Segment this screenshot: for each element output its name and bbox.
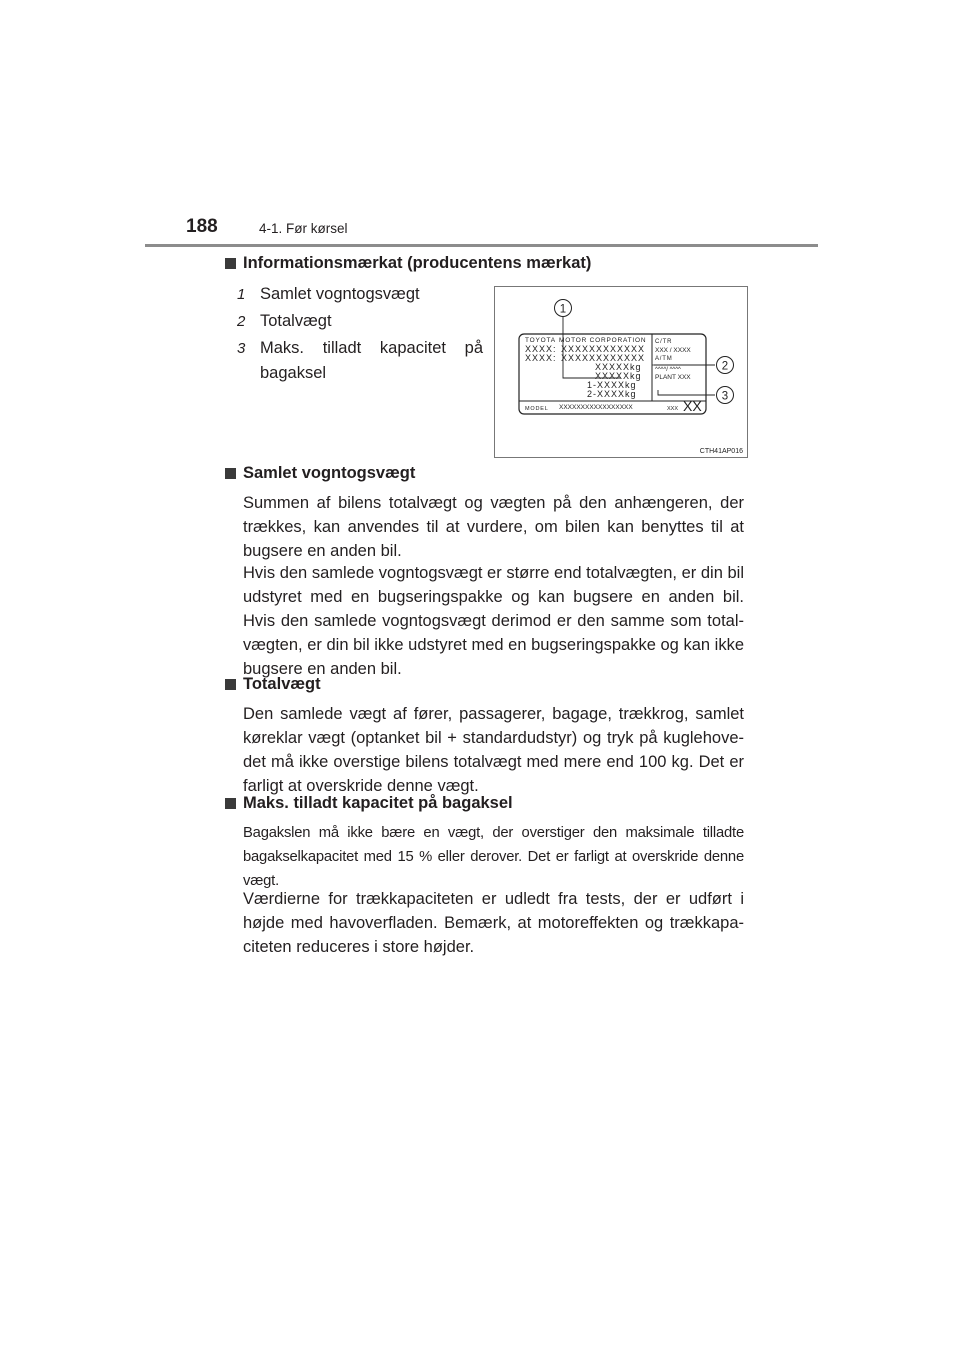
paragraph: Hvis den samlede vogntogsvægt er større end totalvægten, er din bil udstyret med en bugseringspakke og kan bugsere en anden bil. Hvis den samlede vogntogsvægt derimod er den samme som total-vægten, er din bil ikke udstyret med en bugseringspakke og kan ikke bugsere en anden bil. [243, 564, 744, 678]
paragraph: Summen af bilens totalvægt og vægten på den anhængeren, der trækkes, kan anvendes til at vurdere, om bilen kan benyttes til at bugsere en anden bil. [243, 494, 744, 560]
plate-hat: ^^^^/ ^^^^ [655, 367, 681, 373]
paragraph: Bagakslen må ikke bære en vægt, der overstiger den maksimale tilladte bagakselkapacitet med 15 % eller derover. Det er farligt at overskride denne vægt. [243, 825, 744, 889]
list-item [237, 282, 483, 307]
square-bullet-icon [225, 679, 236, 690]
plate-model-value: XXXXXXXXXXXXXXXXX [559, 404, 633, 411]
heading-rear-axle [225, 794, 513, 813]
list-item-text: Samlet vogntogsvægt [260, 285, 420, 303]
list-item-text: Totalvægt [260, 312, 332, 330]
plate-axle1: 1-XXXXkg [587, 380, 637, 390]
plate-row2-right: XXXXXXXXXXXX [561, 353, 646, 363]
list-item-text: Maks. tilladt kapacitet på bagaksel [260, 339, 483, 382]
plate-maker: TOYOTA [525, 337, 556, 344]
paragraph: Den samlede vægt af fører, passagerer, bagage, trækkrog, samlet køreklar vægt (optanket bil + standardudstyr) og tryk på kuglehove-det må ikke overstige bilens totalvægt med mere end 100 kg. Det er farligt at overskride denne vægt. [243, 705, 744, 795]
list-item [237, 336, 483, 386]
heading-gross-combination [225, 464, 415, 483]
heading-text: Samlet vogntogsvægt [243, 464, 416, 482]
callout-2-number: 2 [721, 360, 729, 373]
heading-text: Totalvægt [243, 675, 321, 693]
plate-xxx-xxxx: XXX / XXXX [655, 347, 691, 354]
heading-gross-vehicle [225, 675, 321, 694]
number-badge: 1 [237, 286, 246, 303]
section-reference: 4-1. Før kørsel [259, 221, 348, 236]
square-bullet-icon [225, 798, 236, 809]
number-badge: 2 [237, 313, 246, 330]
plate-axle2: 2-XXXXkg [587, 389, 637, 399]
page-number: 188 [186, 216, 218, 237]
numbered-list [237, 282, 483, 388]
plate-row1-left: XXXX: [525, 344, 557, 354]
label-figure [494, 286, 748, 458]
plate-xxx-small: XXX [667, 406, 679, 412]
plate-ctr: C/TR [655, 339, 673, 345]
callout-3-number: 3 [721, 390, 729, 403]
plate-atm: A/TM [655, 356, 673, 362]
header-rule [145, 244, 818, 247]
plate-weight1: XXXXXkg [595, 362, 642, 372]
plate-model: MODEL [525, 406, 549, 412]
heading-info-label [225, 254, 591, 273]
square-bullet-icon [225, 258, 236, 269]
manufacturer-label-illustration [495, 287, 747, 457]
list-item [237, 309, 483, 334]
plate-row2-left: XXXX: [525, 353, 557, 363]
plate-corp: MOTOR CORPORATION [559, 337, 647, 344]
square-bullet-icon [225, 468, 236, 479]
heading-text: Informationsmærkat (producentens mærkat) [243, 254, 592, 272]
callout-1-number: 1 [559, 303, 567, 316]
plate-row1-right: XXXXXXXXXXXX [561, 344, 646, 354]
plate-xx-big: XX [683, 398, 702, 414]
plate-weight2: XXXXXkg [595, 371, 642, 381]
figure-code: CTH41AP016 [699, 448, 743, 455]
plate-plant: PLANT XXX [655, 374, 691, 381]
paragraph: Værdierne for trækkapaciteten er udledt fra tests, der er udført i højde med havoverfladen. Bemærk, at motoreffekten og trækkapa-citeten reduceres i store højder. [243, 890, 744, 956]
number-badge: 3 [237, 340, 246, 357]
heading-text: Maks. tilladt kapacitet på bagaksel [243, 794, 513, 812]
